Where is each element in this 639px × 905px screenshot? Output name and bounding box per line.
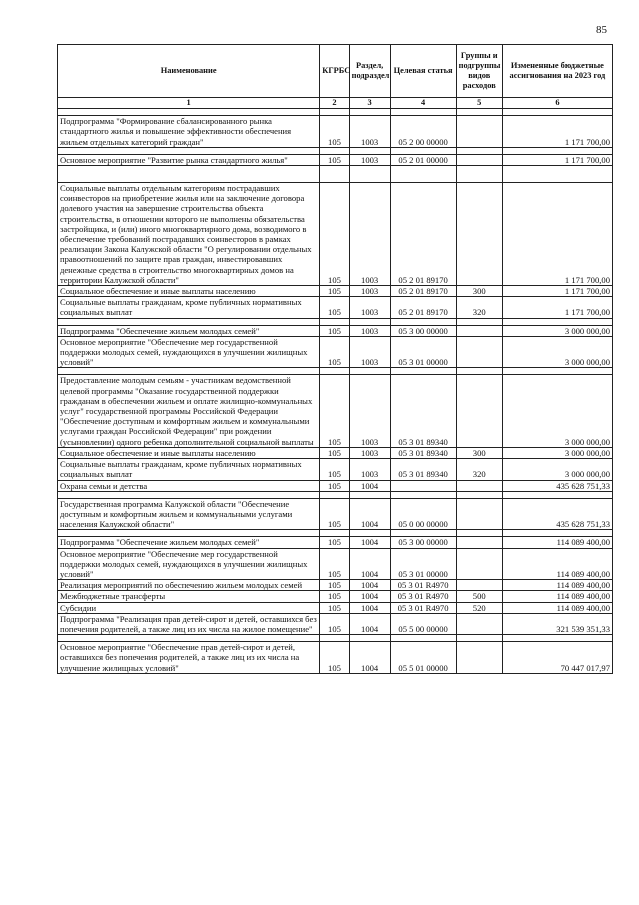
table-row	[58, 480, 613, 491]
row-name: Государственная программа Калужской области "Обеспечение доступным и комфортным жильем и коммунальными услугами населения Калужской области"	[58, 498, 320, 530]
table-row	[58, 286, 613, 297]
row-kgrbs: 105	[320, 447, 349, 458]
header-groups: Группы и подгруппы видов расходов	[456, 45, 502, 98]
row-kgrbs: 105	[320, 336, 349, 368]
row-target: 05 5 00 00000	[390, 613, 456, 634]
row-name: Основное мероприятие "Обеспечение прав детей-сирот и детей, оставшихся без попечения родителей, а также лиц из их числа на улучшение жилищных условий"	[58, 642, 320, 674]
row-section: 1003	[349, 286, 390, 297]
row-section: 1004	[349, 591, 390, 602]
table-row	[58, 498, 613, 530]
row-amount: 114 089 400,00	[502, 548, 612, 580]
row-kgrbs: 105	[320, 480, 349, 491]
row-amount: 3 000 000,00	[502, 459, 612, 480]
row-name: Подпрограмма "Обеспечение жильем молодых семей"	[58, 325, 320, 336]
row-target: 05 3 01 R4970	[390, 602, 456, 613]
row-group	[456, 154, 502, 165]
table-row	[58, 154, 613, 165]
row-target: 05 2 00 00000	[390, 116, 456, 148]
row-section: 1003	[349, 459, 390, 480]
row-name: Социальное обеспечение и иные выплаты населению	[58, 447, 320, 458]
row-group	[456, 116, 502, 148]
table-row	[58, 459, 613, 480]
row-group	[456, 325, 502, 336]
row-amount: 3 000 000,00	[502, 375, 612, 447]
row-target: 05 3 01 89340	[390, 447, 456, 458]
column-number-row	[58, 98, 613, 109]
table-row	[58, 375, 613, 447]
row-amount: 1 171 700,00	[502, 116, 612, 148]
row-target: 05 2 01 89170	[390, 286, 456, 297]
row-section: 1004	[349, 580, 390, 591]
row-target	[390, 480, 456, 491]
row-section: 1003	[349, 375, 390, 447]
table-row	[58, 548, 613, 580]
spacer-row	[58, 109, 613, 116]
header-amount: Измененные бюджетные ассигнования на 2023 год	[502, 45, 612, 98]
row-group	[456, 183, 502, 286]
row-section: 1003	[349, 447, 390, 458]
row-kgrbs: 105	[320, 375, 349, 447]
row-kgrbs: 105	[320, 642, 349, 674]
row-target: 05 3 01 00000	[390, 336, 456, 368]
row-group: 300	[456, 286, 502, 297]
row-name: Подпрограмма "Формирование сбалансированного рынка стандартного жилья и повышение эффективности обеспечения жильем отдельных категорий граждан"	[58, 116, 320, 148]
row-section: 1003	[349, 325, 390, 336]
table-row	[58, 613, 613, 634]
row-name: Межбюджетные трансферты	[58, 591, 320, 602]
row-group	[456, 480, 502, 491]
row-group	[456, 642, 502, 674]
row-kgrbs: 105	[320, 580, 349, 591]
row-amount: 114 089 400,00	[502, 602, 612, 613]
spacer-row	[58, 166, 613, 183]
column-number: 4	[390, 98, 456, 109]
row-target: 05 3 01 89340	[390, 459, 456, 480]
row-target: 05 2 01 89170	[390, 297, 456, 318]
budget-table	[57, 44, 613, 674]
row-kgrbs: 105	[320, 548, 349, 580]
table-row	[58, 325, 613, 336]
spacer-row	[58, 318, 613, 325]
row-target: 05 3 01 00000	[390, 548, 456, 580]
row-name: Социальные выплаты гражданам, кроме публичных нормативных социальных выплат	[58, 459, 320, 480]
row-amount: 1 171 700,00	[502, 154, 612, 165]
column-number: 1	[58, 98, 320, 109]
row-kgrbs: 105	[320, 602, 349, 613]
row-amount: 70 447 017,97	[502, 642, 612, 674]
row-name: Основное мероприятие "Обеспечение мер государственной поддержки молодых семей, нуждающихся в улучшении жилищных условий"	[58, 336, 320, 368]
row-amount: 1 171 700,00	[502, 183, 612, 286]
row-group: 300	[456, 447, 502, 458]
row-target: 05 3 01 R4970	[390, 591, 456, 602]
row-amount: 3 000 000,00	[502, 325, 612, 336]
row-target: 05 2 01 00000	[390, 154, 456, 165]
row-kgrbs: 105	[320, 459, 349, 480]
table-row	[58, 336, 613, 368]
page-number: 85	[596, 24, 607, 36]
row-group	[456, 336, 502, 368]
column-number: 5	[456, 98, 502, 109]
row-group	[456, 580, 502, 591]
row-name: Предоставление молодым семьям - участникам ведомственной целевой программы "Оказание государственной поддержки гражданам в обеспечении жильем и оплате жилищно-коммунальных услуг" государственной программы Российской Федерации "Обеспечение доступным и комфортным жильем и коммунальными услугами граждан Российской Федерации" при рождении (усыновлении) одного ребенка дополнительной социальной выплаты	[58, 375, 320, 447]
row-group: 500	[456, 591, 502, 602]
spacer-row	[58, 147, 613, 154]
row-amount: 3 000 000,00	[502, 336, 612, 368]
row-name: Социальные выплаты гражданам, кроме публичных нормативных социальных выплат	[58, 297, 320, 318]
table-row	[58, 116, 613, 148]
table-header-row	[58, 45, 613, 98]
row-kgrbs: 105	[320, 325, 349, 336]
row-group: 320	[456, 297, 502, 318]
row-name: Социальные выплаты отдельным категориям пострадавших соинвесторов на приобретение жилья или на заключение договора долевого участия на завершение строительства объекта строительства, в отношении которого не выполнены обязательства застройщика, и (или) иного многоквартирного дома, возводимого в обеспечение требований пострадавших соинвесторов в рамках реализации Закона Калужской области "О регулировании отдельных правоотношений по защите прав граждан, инвестировавших денежные средства в строительство многоквартирных домов на территории Калужской области"	[58, 183, 320, 286]
row-section: 1004	[349, 602, 390, 613]
row-name: Основное мероприятие "Развитие рынка стандартного жилья"	[58, 154, 320, 165]
row-kgrbs: 105	[320, 613, 349, 634]
row-kgrbs: 105	[320, 154, 349, 165]
row-section: 1004	[349, 642, 390, 674]
row-section: 1003	[349, 183, 390, 286]
row-target: 05 3 01 R4970	[390, 580, 456, 591]
row-amount: 321 539 351,33	[502, 613, 612, 634]
row-name: Подпрограмма "Реализация прав детей-сирот и детей, оставшихся без попечения родителей, а также лиц из их числа на жилое помещение"	[58, 613, 320, 634]
row-section: 1003	[349, 297, 390, 318]
row-name: Подпрограмма "Обеспечение жильем молодых семей"	[58, 537, 320, 548]
row-group	[456, 375, 502, 447]
spacer-row	[58, 491, 613, 498]
column-number: 6	[502, 98, 612, 109]
row-name: Субсидии	[58, 602, 320, 613]
row-amount: 114 089 400,00	[502, 580, 612, 591]
header-kgrbs: КГРБС	[320, 45, 349, 98]
row-kgrbs: 105	[320, 498, 349, 530]
row-amount: 435 628 751,33	[502, 498, 612, 530]
row-group: 520	[456, 602, 502, 613]
row-target: 05 3 00 00000	[390, 537, 456, 548]
row-amount: 3 000 000,00	[502, 447, 612, 458]
table-row	[58, 642, 613, 674]
row-amount: 114 089 400,00	[502, 591, 612, 602]
row-group	[456, 498, 502, 530]
row-amount: 114 089 400,00	[502, 537, 612, 548]
row-section: 1003	[349, 116, 390, 148]
row-group	[456, 548, 502, 580]
row-group: 320	[456, 459, 502, 480]
table-row	[58, 183, 613, 286]
table-row	[58, 602, 613, 613]
row-kgrbs: 105	[320, 537, 349, 548]
column-number: 3	[349, 98, 390, 109]
table-row	[58, 580, 613, 591]
row-kgrbs: 105	[320, 116, 349, 148]
row-target: 05 3 01 89340	[390, 375, 456, 447]
row-group	[456, 537, 502, 548]
row-name: Охрана семьи и детства	[58, 480, 320, 491]
row-section: 1004	[349, 480, 390, 491]
row-group	[456, 613, 502, 634]
row-kgrbs: 105	[320, 286, 349, 297]
row-target: 05 5 01 00000	[390, 642, 456, 674]
header-name: Наименование	[58, 45, 320, 98]
row-name: Социальное обеспечение и иные выплаты населению	[58, 286, 320, 297]
row-amount: 1 171 700,00	[502, 286, 612, 297]
row-section: 1003	[349, 154, 390, 165]
table-row	[58, 297, 613, 318]
row-section: 1004	[349, 613, 390, 634]
row-name: Реализация мероприятий по обеспечению жильем молодых семей	[58, 580, 320, 591]
row-amount: 1 171 700,00	[502, 297, 612, 318]
column-number: 2	[320, 98, 349, 109]
row-kgrbs: 105	[320, 183, 349, 286]
spacer-row	[58, 530, 613, 537]
spacer-row	[58, 635, 613, 642]
row-section: 1004	[349, 537, 390, 548]
row-section: 1004	[349, 498, 390, 530]
table-row	[58, 447, 613, 458]
row-target: 05 0 00 00000	[390, 498, 456, 530]
table-row	[58, 537, 613, 548]
row-section: 1004	[349, 548, 390, 580]
row-target: 05 2 01 89170	[390, 183, 456, 286]
header-target: Целевая статья	[390, 45, 456, 98]
row-kgrbs: 105	[320, 591, 349, 602]
spacer-row	[58, 368, 613, 375]
row-section: 1003	[349, 336, 390, 368]
row-name: Основное мероприятие "Обеспечение мер государственной поддержки молодых семей, нуждающихся в улучшении жилищных условий"	[58, 548, 320, 580]
header-section: Раздел, подраздел	[349, 45, 390, 98]
row-amount: 435 628 751,33	[502, 480, 612, 491]
row-kgrbs: 105	[320, 297, 349, 318]
row-target: 05 3 00 00000	[390, 325, 456, 336]
table-row	[58, 591, 613, 602]
